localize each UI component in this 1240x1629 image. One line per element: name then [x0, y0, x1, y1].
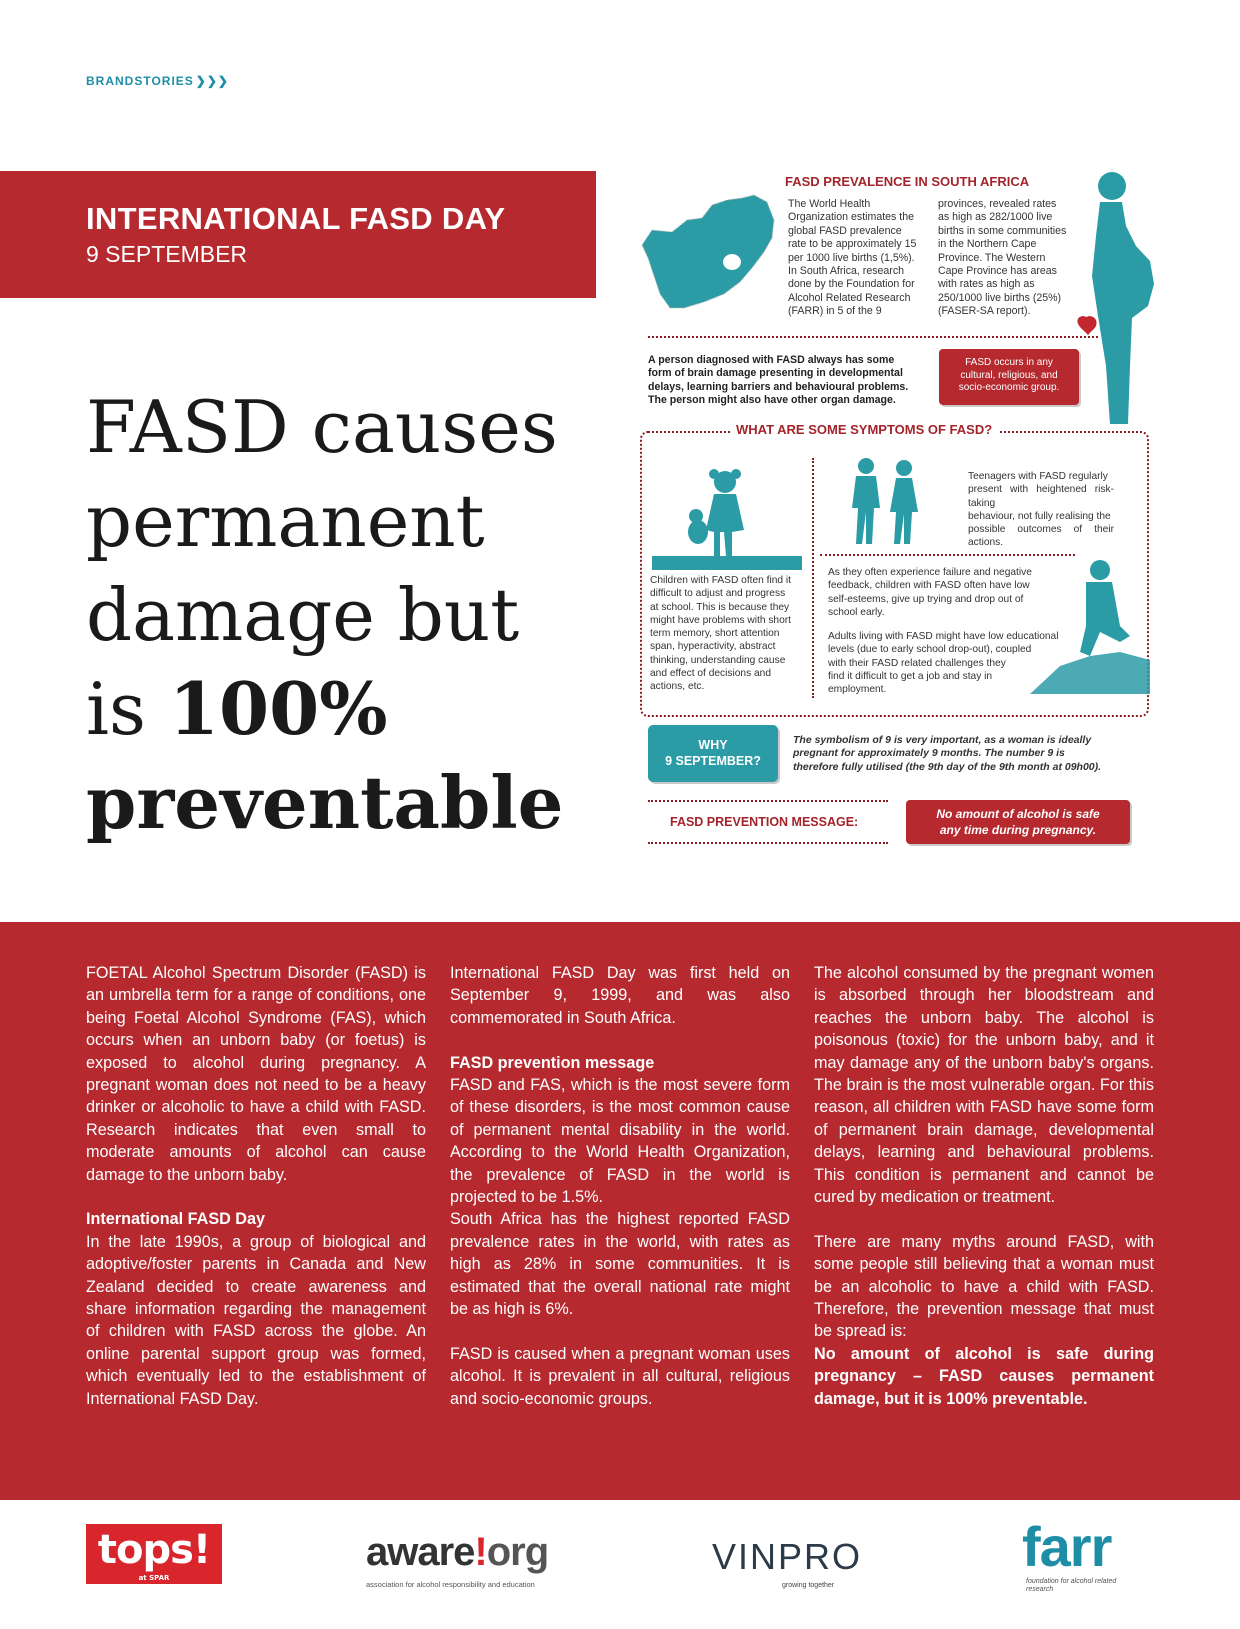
prevalence-col1 — [788, 198, 928, 319]
headline-line: permanent — [86, 479, 485, 563]
text-line: as high as 282/1000 live — [938, 211, 1053, 224]
text-line: The person might also have other organ damage. — [648, 394, 896, 407]
headline-line — [86, 756, 586, 850]
sitting-adult-icon — [1030, 556, 1150, 696]
text-line: Teenagers with FASD regularly — [968, 471, 1108, 482]
headline-bold: preventable — [86, 760, 564, 845]
text-line: Province. The Western — [938, 251, 1046, 264]
text-line: Adults living with FASD might have low educational — [828, 631, 1059, 642]
aware-org-logo — [366, 1530, 549, 1589]
banner-title: INTERNATIONAL FASD DAY — [86, 201, 506, 236]
text-line: with rates as high as — [938, 278, 1035, 291]
text-line: difficult to adjust and progress — [650, 588, 786, 600]
text-line: In South Africa, research — [788, 265, 905, 278]
child-text — [650, 574, 806, 694]
text-line: Organization estimates the — [788, 211, 915, 224]
paragraph: There are many myths around FASD, with some people still believing that a woman must be an alcoholic to have a child with FASD. Therefore, the prevention message that must be spread is: — [814, 1232, 1154, 1341]
text-line: Cape Province has areas — [938, 265, 1057, 278]
symptoms-title: WHAT ARE SOME SYMPTOMS OF FASD? — [730, 422, 998, 437]
paragraph: FASD and FAS, which is the most severe form of these disorders, is the most common cause of permanent mental disability in the world. According to the World Health Organization, the prevalence of FASD in the world is projected to be 1.5%. — [450, 1076, 790, 1207]
vertical-divider — [812, 458, 814, 698]
prevention-label: FASD PREVENTION MESSAGE: — [670, 815, 859, 829]
text-line: (FARR) in 5 of the 9 — [788, 305, 882, 318]
logo-tagline: growing together — [782, 1582, 835, 1589]
headline-line — [86, 662, 586, 756]
text-line: provinces, revealed rates — [938, 198, 1057, 210]
text-line: feedback, children with FASD often have low — [828, 580, 1030, 592]
text-line: 9 SEPTEMBER? — [665, 754, 761, 768]
text-line: and effect of decisions and — [650, 668, 772, 680]
headline-percent: 100% — [168, 666, 388, 751]
text-line: FASD occurs in any — [965, 357, 1053, 368]
banner-date: 9 SEPTEMBER — [86, 241, 248, 267]
text-line: Alcohol Related Research — [788, 291, 911, 304]
text-line: global FASD prevalence — [788, 224, 902, 237]
text-line: pregnant for approximately 9 months. The number 9 is — [793, 747, 1065, 760]
text-line: A person diagnosed with FASD always has some — [648, 354, 895, 366]
south-africa-map-icon — [632, 190, 792, 330]
logo-text: VINPRO — [712, 1536, 863, 1577]
text-line: done by the Foundation for — [788, 278, 915, 291]
text-line: employment. — [828, 684, 887, 696]
logo-text: aware — [366, 1530, 475, 1574]
text-line: at school. This is because they — [650, 601, 790, 613]
logo-text: farr — [1022, 1515, 1112, 1578]
paragraph: South Africa has the highest reported FASD prevalence rates in the world, with rates as high as 28% in some communities. It is estimated that the overall national rate might be as high is 6%. — [450, 1210, 790, 1319]
subheading: FASD prevention message — [450, 1053, 655, 1072]
child-with-teddy-icon — [652, 460, 802, 570]
farr-logo — [1022, 1514, 1117, 1593]
text-line: term memory, short attention — [650, 628, 780, 640]
text-line: delays, learning barriers and behavioural problems. — [648, 380, 909, 393]
text-line: might have problems with short — [650, 614, 791, 626]
logo-tagline: association for alcohol responsibility and education — [366, 1580, 535, 1589]
text-line: span, hyperactivity, abstract — [650, 641, 776, 653]
headline-line: FASD causes — [86, 385, 558, 469]
text-line: (FASER-SA report). — [938, 305, 1031, 318]
text-line: No amount of alcohol is safe — [936, 807, 1100, 821]
text-line: any time during pregnancy. — [939, 823, 1097, 837]
text-line: The World Health — [788, 198, 871, 210]
text-line: actions, etc. — [650, 681, 705, 693]
text-line: Children with FASD often find it — [650, 575, 791, 586]
article-column-1 — [86, 962, 426, 1410]
text-line: find it difficult to get a job and stay in — [828, 670, 993, 682]
teen-text — [968, 470, 1114, 550]
divider — [648, 336, 1098, 338]
tops-logo — [86, 1524, 222, 1584]
text-line: self-esteems, give up trying and drop out of — [828, 593, 1024, 605]
why-text — [793, 734, 1153, 774]
prevention-message-box — [906, 800, 1130, 844]
text-line: behaviour, not fully realising the — [968, 510, 1111, 522]
text-line: therefore fully utilised (the 9th day of the 9th month at 09h00). — [793, 760, 1102, 773]
text-line: school early. — [828, 606, 885, 618]
paragraph: In the late 1990s, a group of biological and adoptive/foster parents in Canada and New Zealand decided to create awareness and share information regarding the management of children with FASD across the globe. An online parental support group was formed, which eventually led to the establishment of International FASD Day. — [86, 1232, 426, 1408]
prevalence-title: FASD PREVALENCE IN SOUTH AFRICA — [785, 174, 1030, 189]
logo-text: ! — [474, 1530, 487, 1574]
text-line: per 1000 live births (1,5%). — [788, 251, 915, 264]
text-line: As they often experience failure and negative — [828, 567, 1032, 578]
text-line: socio-economic group. — [958, 382, 1060, 393]
chevron-icon: ❯❯❯ — [195, 74, 229, 88]
text-line: in the Northern Cape — [938, 238, 1037, 251]
text-line: 250/1000 live births (25%) — [938, 291, 1062, 304]
brandstories-label — [86, 74, 229, 88]
text-line: rate to be approximately 15 — [788, 238, 917, 251]
headline-line: damage but — [86, 573, 520, 657]
logo-text: org — [486, 1530, 549, 1574]
logo-tagline: foundation for alcohol related research — [1026, 1578, 1117, 1593]
paragraph: FASD is caused when a pregnant woman uses alcohol. It is prevalent in all cultural, religious and socio-economic groups. — [450, 1344, 790, 1408]
pregnant-woman-icon — [1070, 166, 1170, 428]
text-line: possible outcomes of their actions. — [968, 524, 1114, 549]
diagnosis-text — [648, 354, 930, 408]
logo-subtext: at SPAR — [138, 1574, 170, 1582]
divider — [648, 800, 888, 802]
brand-text: BRANDSTORIES — [86, 74, 194, 88]
why-9-september-box — [648, 725, 778, 782]
headline-text: is — [86, 667, 169, 751]
prevalence-col2 — [938, 198, 1083, 319]
paragraph-bold: No amount of alcohol is safe during pregnancy – FASD causes permanent damage, but it is 100% preventable. — [814, 1344, 1154, 1408]
paragraph: The alcohol consumed by the pregnant women is absorbed through her bloodstream and reaches the unborn baby. The alcohol is poisonous (toxic) for the unborn baby, and it may damage any of the unborn baby's organs. The brain is the most vulnerable organ. For this reason, all children with FASD have some form of permanent brain damage, developmental delays, learning and behavioural problems. This condition is permanent and cannot be cured by medication or treatment. — [814, 964, 1154, 1207]
text-line: births in some communities — [938, 224, 1067, 237]
headline — [86, 380, 586, 850]
occurs-box — [939, 349, 1079, 405]
text-line: thinking, understanding cause — [650, 654, 786, 666]
paragraph: International FASD Day was first held on September 9, 1999, and was also commemorated in South Africa. — [450, 964, 790, 1027]
subheading: International FASD Day — [86, 1210, 265, 1229]
text-line: WHY — [698, 738, 728, 752]
divider — [648, 842, 888, 844]
title-banner — [0, 171, 596, 298]
article-column-2 — [450, 962, 790, 1410]
text-line: cultural, religious, and — [960, 369, 1058, 381]
logo-text: tops! — [97, 1527, 211, 1573]
text-line: with their FASD related challenges they — [828, 657, 1006, 669]
text-line: The symbolism of 9 is very important, as a woman is ideally — [793, 734, 1092, 746]
text-line: form of brain damage presenting in developmental — [648, 367, 903, 380]
paragraph: FOETAL Alcohol Spectrum Disorder (FASD) is an umbrella term for a range of conditions, one being Foetal Alcohol Syndrome (FAS), which occurs when an unborn baby (or foetus) is exposed to alcohol during pregnancy. A pregnant woman does not need to be a heavy drinker or alcoholic to have a child with FASD. Research indicates that even small to moderate amounts of alcohol can cause damage to the unborn baby. — [86, 964, 426, 1184]
text-line: levels (due to early school drop-out), coupled — [828, 644, 1032, 656]
teenagers-icon — [836, 456, 936, 546]
vinpro-logo — [712, 1536, 863, 1589]
article-column-3 — [814, 962, 1154, 1410]
text-line: present with heightened risk-taking — [968, 484, 1114, 509]
